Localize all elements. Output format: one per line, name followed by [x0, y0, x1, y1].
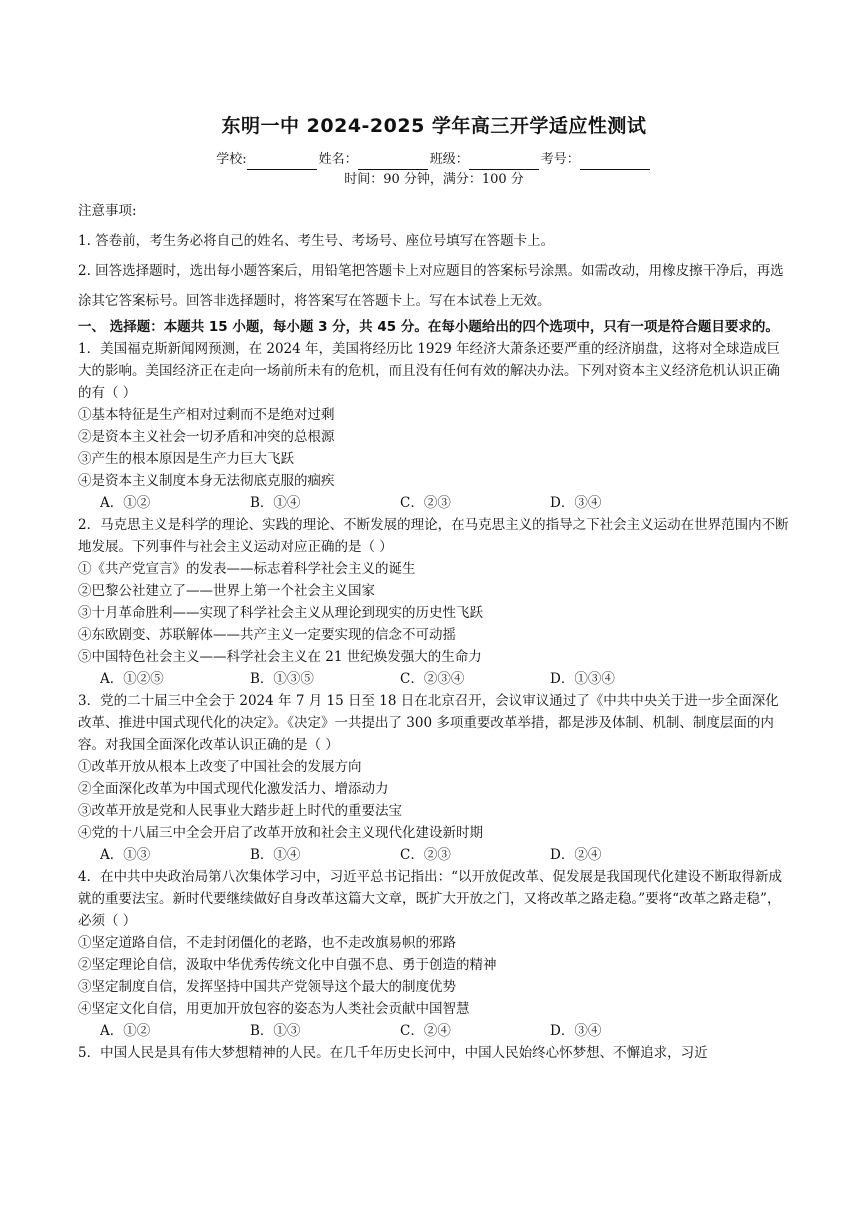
- choice-d: D．①③④: [550, 671, 615, 687]
- choice-a: A．①②: [100, 1023, 151, 1039]
- question-option: ③坚定制度自信，发挥坚持中国共产党领导这个最大的制度优势: [78, 979, 456, 995]
- choice-b: B．①④: [250, 495, 301, 511]
- question-option: ④东欧剧变、苏联解体——共产主义一定要实现的信念不可动摇: [78, 627, 456, 643]
- choice-d: D．②④: [550, 847, 602, 863]
- question-option: ②坚定理论自信，汲取中华优秀传统文化中自强不息、勇于创造的精神: [78, 957, 497, 973]
- question-option: ②是资本主义社会一切矛盾和冲突的总根源: [78, 429, 335, 445]
- question-option: ②全面深化改革为中国式现代化激发活力、增添动力: [78, 781, 389, 797]
- id-blank: [580, 155, 650, 170]
- answer-choices: [78, 844, 790, 866]
- answer-choices: [78, 492, 790, 514]
- class-blank: [469, 155, 539, 170]
- question-option: ④坚定文化自信，用更加开放包容的姿态为人类社会贡献中国智慧: [78, 1001, 470, 1017]
- choice-d: D．③④: [550, 495, 602, 511]
- choice-c: C．②③: [400, 495, 451, 511]
- question-option: ③十月革命胜利——实现了科学社会主义从理论到现实的历史性飞跃: [78, 605, 483, 621]
- school-blank: [247, 155, 317, 170]
- question-option: ①基本特征是生产相对过剩而不是绝对过剩: [78, 407, 335, 423]
- section-heading: 一、 选择题：本题共 15 小题，每小题 3 分，共 45 分。在每小题给出的四个选项中，只有一项是符合题目要求的。: [78, 319, 779, 335]
- question-option: ④党的十八届三中全会开启了改革开放和社会主义现代化建设新时期: [78, 825, 483, 841]
- question-option: ②巴黎公社建立了——世界上第一个社会主义国家: [78, 583, 375, 599]
- choice-a: A．①②⑤: [100, 671, 164, 687]
- choice-b: B．①④: [250, 847, 301, 863]
- student-info-line: [78, 150, 790, 170]
- answer-choices: [78, 1020, 790, 1042]
- exam-page: [78, 112, 790, 1064]
- id-label: 考号：: [540, 152, 580, 167]
- choice-b: B．①③⑤: [250, 671, 314, 687]
- name-label: 姓名：: [318, 152, 358, 167]
- choice-d: D．③④: [550, 1023, 602, 1039]
- choice-c: C．②④: [400, 1023, 451, 1039]
- name-blank: [358, 155, 428, 170]
- answer-choices: [78, 668, 790, 690]
- choice-a: A．①②: [100, 495, 151, 511]
- exam-title: 东明一中 2024-2025 学年高三开学适应性测试: [221, 115, 647, 137]
- question-stem: 3．党的二十届三中全会于 2024 年 7 月 15 日至 18 日在北京召开，会议审议通过了《中共中央关于进一步全面深化改革、推进中国式现代化的决定》。《决定》一共提出了 300 多项重要改革举措，都是涉及体制、机制、制度层面的内容。对我国全面深化改革认识正确的是（ ）: [78, 693, 779, 753]
- notice-item-1: 1. 答卷前，考生务必将自己的姓名、考生号、考场号、座位号填写在答题卡上。: [78, 233, 555, 249]
- question-option: ⑤中国特色社会主义——科学社会主义在 21 世纪焕发强大的生命力: [78, 649, 482, 665]
- question-option: ③产生的根本原因是生产力巨大飞跃: [78, 451, 294, 467]
- choice-b: B．①③: [250, 1023, 301, 1039]
- question-option: ①坚定道路自信，不走封闭僵化的老路，也不走改旗易帜的邪路: [78, 935, 456, 951]
- question-option: ④是资本主义制度本身无法彻底克服的痼疾: [78, 473, 335, 489]
- question-stem: 4．在中共中央政治局第八次集体学习中，习近平总书记指出：“以开放促改革、促发展是我国现代化建设不断取得新成就的重要法宝。新时代要继续做好自身改革这篇大文章，既扩大开放之门，又将改革之路走稳。”要将“改革之路走稳”，必须（ ）: [78, 869, 782, 929]
- choice-c: C．②③④: [400, 671, 465, 687]
- notice-heading: 注意事项:: [78, 203, 137, 219]
- time-info: 时间：90 分钟，满分：100 分: [344, 172, 524, 187]
- question-stem: 2．马克思主义是科学的理论、实践的理论、不断发展的理论，在马克思主义的指导之下社会主义运动在世界范围内不断地发展。下列事件与社会主义运动对应正确的是（ ）: [78, 517, 789, 555]
- class-label: 班级：: [429, 152, 469, 167]
- choice-c: C．②③: [400, 847, 451, 863]
- question-option: ①改革开放从根本上改变了中国社会的发展方向: [78, 759, 362, 775]
- notice-item-2: 2. 回答选择题时，选出每小题答案后，用铅笔把答题卡上对应题目的答案标号涂黑。如需改动，用橡皮擦干净后，再选涂其它答案标号。回答非选择题时，将答案写在答题卡上。写在本试卷上无效。: [78, 263, 784, 309]
- question-stem: 1．美国福克斯新闻网预测，在 2024 年，美国将经历比 1929 年经济大萧条还要严重的经济崩盘，这将对全球造成巨大的影响。美国经济正在走向一场前所未有的危机，而且没有任何有效的解决办法。下列对资本主义经济危机认识正确的有（ ）: [78, 341, 780, 401]
- choice-a: A．①③: [100, 847, 151, 863]
- school-label: 学校:: [216, 152, 247, 167]
- question-option: ①《共产党宣言》的发表——标志着科学社会主义的诞生: [78, 561, 416, 577]
- question-stem: 5．中国人民是具有伟大梦想精神的人民。在几千年历史长河中，中国人民始终心怀梦想、不懈追求，习近: [78, 1045, 708, 1061]
- question-option: ③改革开放是党和人民事业大踏步赶上时代的重要法宝: [78, 803, 402, 819]
